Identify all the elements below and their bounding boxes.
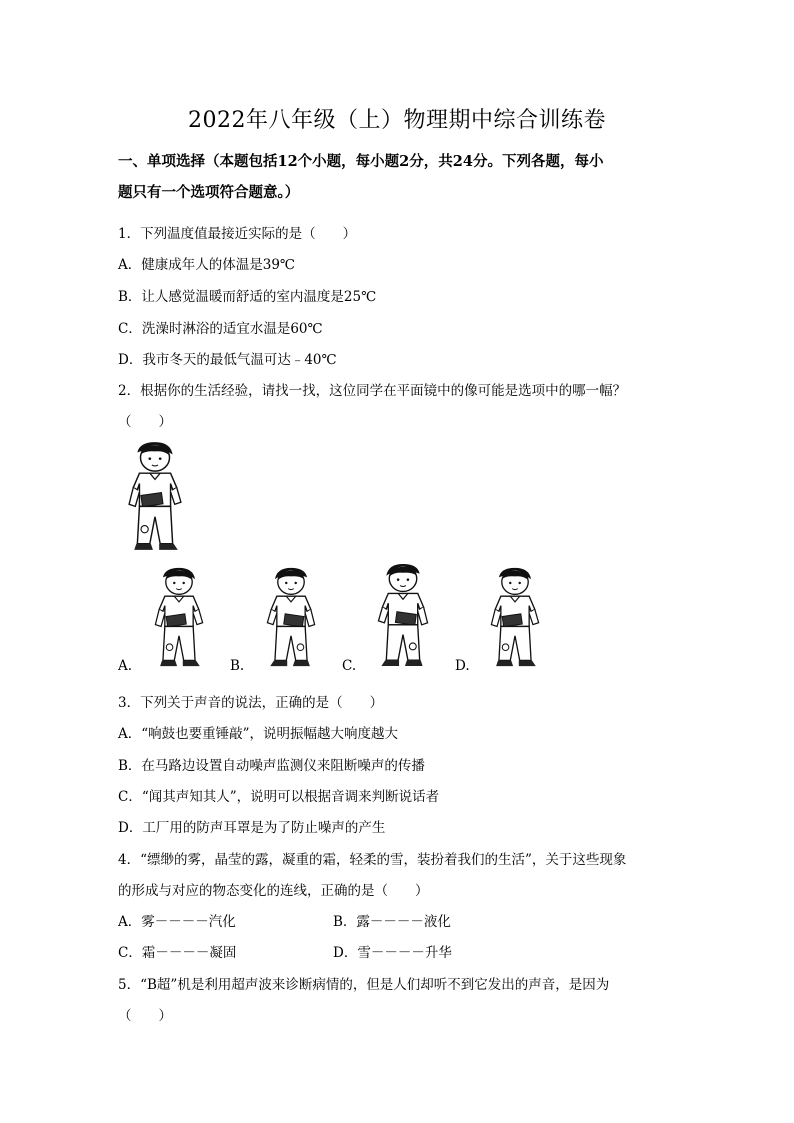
q5-stem-line1: 5．“B超”机是利用超声波来诊断病情的，但是人们却听不到它发出的声音，是因为 <box>118 977 610 993</box>
q4-option-a: A．雾－－－－汽化 <box>118 914 236 930</box>
q3-option-a: A．“响鼓也要重锤敲”，说明振幅越大响度越大 <box>118 726 399 742</box>
q5-stem-line2: （ ） <box>118 1008 172 1024</box>
section-heading-line2: 题只有一个选项符合题意。） <box>118 184 300 201</box>
q2-label-c: C. <box>342 658 357 674</box>
original-boy-figure <box>120 440 190 552</box>
option-b-figure <box>256 566 326 668</box>
q2-label-a: A. <box>118 658 133 674</box>
q2-stem-line2: （ ） <box>118 414 172 430</box>
page-title: 2022年八年级（上）物理期中综合训练卷 <box>188 108 606 133</box>
option-c-figure <box>368 562 438 668</box>
option-d-figure <box>480 566 550 668</box>
q3-option-d: D．工厂用的防声耳罩是为了防止噪声的产生 <box>118 820 386 836</box>
q2-label-d: D. <box>455 658 470 674</box>
q1-option-b: B．让人感觉温暖而舒适的室内温度是25℃ <box>118 289 377 305</box>
q3-option-b: B．在马路边设置自动噪声监测仪来阻断噪声的传播 <box>118 758 425 774</box>
q4-stem-line2: 的形成与对应的物态变化的连线，正确的是（ ） <box>118 883 429 899</box>
q3-stem: 3．下列关于声音的说法，正确的是（ ） <box>118 695 384 711</box>
q1-option-a: A．健康成年人的体温是39℃ <box>118 257 296 273</box>
option-a-figure <box>144 566 214 668</box>
q2-stem-line1: 2．根据你的生活经验，请找一找，这位同学在平面镜中的像可能是选项中的哪一幅？ <box>118 383 627 399</box>
q1-option-d: D．我市冬天的最低气温可达﹣40℃ <box>118 352 337 368</box>
q1-option-c: C．洗澡时淋浴的适宜水温是60℃ <box>118 321 323 337</box>
q2-label-b: B. <box>230 658 245 674</box>
section-heading-line1: 一、单项选择（本题包括12个小题，每小题2分，共24分。下列各题，每小 <box>118 153 604 170</box>
q4-option-b: B．露－－－－液化 <box>333 914 451 930</box>
q3-option-c: C．“闻其声知其人”，说明可以根据音调来判断说话者 <box>118 789 440 805</box>
q4-option-d: D．雪－－－－升华 <box>333 945 452 961</box>
q1-stem: 1．下列温度值最接近实际的是（ ） <box>118 226 357 242</box>
q4-option-c: C．霜－－－－凝固 <box>118 945 237 961</box>
q4-stem-line1: 4．“缥缈的雾，晶莹的露，凝重的霜，轻柔的雪，装扮着我们的生活”，关于这些现象 <box>118 852 627 868</box>
